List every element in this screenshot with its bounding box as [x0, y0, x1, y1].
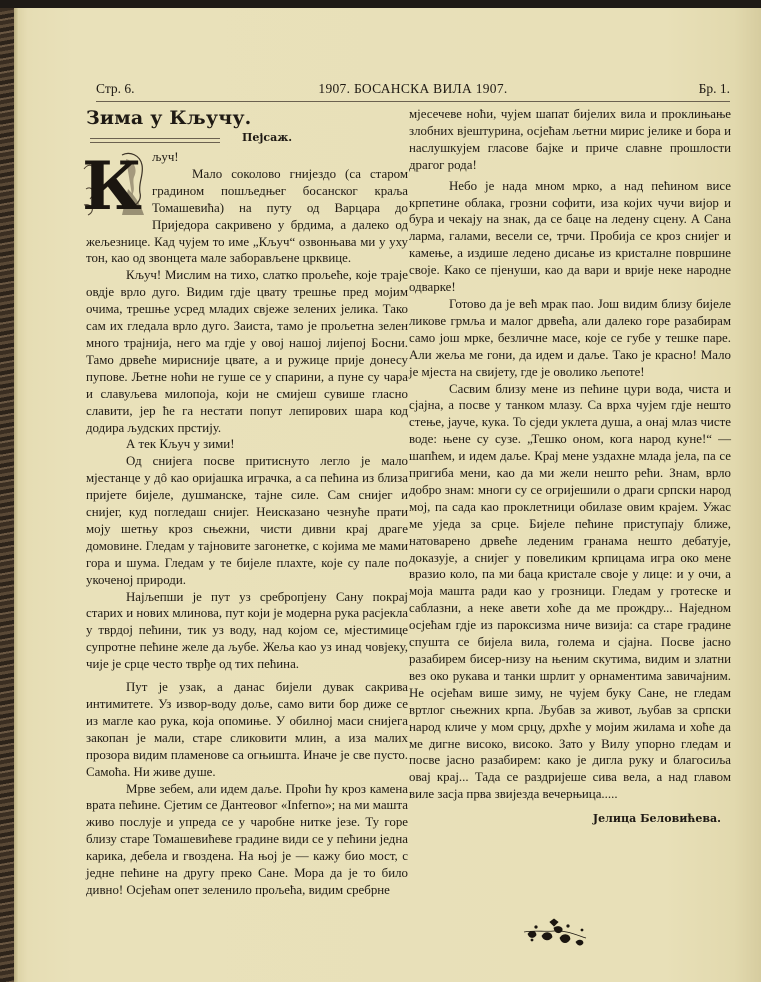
subtitle-row — [86, 130, 408, 147]
paragraph: Мрве зебем, али идем даље. Проћи ћу кроз камена врата пећине. Сјетим се Дантеовог «Inferno»; на ми машта живо послује и упреда се у чаробне нитке језе. Ту горе близу старе Томашевићеве градине види се у пећини једна карика, дебела и гвоздена. На њој је — кажу био мост, с једне пећине на другу преко Сане. Мора да је то било дивно! Осјећам опет зеленило прољећа, видим сребрне — [86, 781, 408, 897]
paragraph: А тек Кључ у зими! — [126, 437, 235, 452]
journal-title: 1907. БОСАНСКА ВИЛА 1907. — [318, 81, 508, 96]
paragraph: Мало соколово гнијездо (са старом градином пошљедњег босанског краља Томашевића) на путу од Варцара до Приједора сакривено у брдима, а далеко од жељезнице. Кад чујем то име „Кључ“ озвонњава ми у уху тон, као од звонцета мале заборављене црквице. — [86, 166, 408, 266]
running-header — [96, 80, 730, 98]
issue-number: Бр. 1. — [698, 81, 730, 96]
column-left — [82, 106, 408, 899]
paragraph: Сасвим близу мене из пећине цури вода, чиста и сјајна, а посве у танком млазу. Са врха чујем гдје нешто стење, јауче, кука. То сједи уклета душа, а онај млаз чисте воде: њене су сузе. „Тешко оном, кога народ куне!“ — шапћем, и идем даље. Крај мене уздахне млада јела, па се пригиба мени, као да ми жели нешто рећи. Знам, врло добро знам: многи су се огријешили о драги српски народ мој, па сада као проклетници обилазе овим крајем. Ужас ме уједа за срце. Бијеле пећине приступају ближе, натоварено дрвеће леденим гранама нешто дебатује, доказује, а снијег у повеликим крпицама игра око мене вразио коло, па ми баца кристале своје у лице: и у очи, а моја машта ради као у грозници. Гледам у гротеске и саблазни, а неке авети хоће да ме прождру... Наједном осјећам гдје из пароксизма ниче визија: са старе градине спушта се бијела вила, голема и сјајна. Посве јасно разабирем бисер-низу на њеним скутима, видим и златни вез око рукава и танки шрлит у орнаментима завичајним. Не осјећам више зиму, не чујем буку Сане, не гледам вртлог сњежних крпа. Љубав за живот, љубав за српски народ кличе у мом срцу, дрхће у мојим жилама и хоће да ме дигне високо, високо. Зато у Вилу упорно гледам и посве јасно разабирем: како је дигла руку и благосиља овај крај... Тада се раздријешe сива вела, а над главом виле засја прва звијезда вечерњица..... — [409, 381, 731, 802]
paragraph: Небо је нада мном мрко, а над пећином висе крпетине облака, грозни софити, иза којих чучи вијор и бура и чекају на знак, да се баце на ледену сцену. А Сана ларма, галами, весели се, трчи. Пробија се кроз снијег и камење, а издише ледено дисање из кристалне површине своје. Како се пјенуши, као да вари и врије неке народне одварке! — [409, 178, 731, 295]
page-gutter — [14, 8, 18, 982]
paragraph: ључ! — [152, 150, 179, 164]
article-title: Зима у Кључу. — [86, 107, 252, 129]
paragraph: Пут је узак, а данас бијели дувак сакрива интимитете. Уз извор-воду доље, само вити бор диже се из магле као рука, која опомиње. У обилној маси снијега закопан је мали, старе сликовити млин, а иза малих прозора видим пламенове са огњишта. Иначе је све пусто. Самоћа. Ни живе душе. — [86, 680, 408, 779]
decorated-initial-icon — [82, 149, 146, 217]
page-number: Стр. 6. — [96, 81, 135, 96]
book-spine — [0, 8, 14, 982]
paragraph: Готово да је већ мрак пао. Још видим близу бијеле ликове грмља и малог дрвећа, али далеко горе разабирам само још мрке, безличне масе, које се губе у тешке паре. Али жеља ме гони, да идем и даље. Тако је красно! Мало је мјеста на свијету, где је оволико љепоте! — [409, 296, 731, 379]
floral-ornament-icon — [520, 918, 592, 948]
paragraph: Кључ! Мислим на тихо, слатко прољеће, које траје овдје врло дуго. Видим гдје цвату трешње пред мојим очима, трешње усред младих свјеже зелених јелика. Тако сам их гледала врло дуго. Заиста, тамо је прољетна зелен много трајнија, него ма гдје у овој нашој лијепој Босни. Тамо дрвеће мирисније цвате, а и ружице прије донесу пупове. Љетне ноћи не гуше се у спарини, а пуне су чара и славуљева милопоја, који не смијеш сувише гласно славити, јер ће га нестати попут лепирових шара код додира људских прстију. — [86, 268, 408, 435]
paragraph: мјесечеве ноћи, чујем шапат бијелих вила и проклињање злобних вјештурина, осјећам љетни мирис јелике и бора и наслушкујем гласове бајке и приче славне прошлости драгог рода! — [409, 107, 731, 172]
paragraph: Најљепши је пут уз сребропјену Сану покрај старих и нових млинова, пут који је модерна рука расјекла у тврдој пећини, тик уз воду, над којом се, мјестимице супротне пећине желе да љубе. Жеља као уз инад човјеку, чије је срце често тврђе од тих пећина. — [86, 589, 408, 672]
column-right — [409, 106, 731, 828]
header-rule — [96, 101, 730, 102]
subtitle-rule — [90, 138, 220, 143]
svg-text:К: К — [82, 149, 143, 217]
article-subtitle: Пејсаж. — [242, 131, 293, 144]
paragraph: Од снијега посве притиснуто легло је мало мјестанце у дô као оријашка играчка, а са пећина из близа пријете бијеле, душманске, тајне силе. Сам снијег и снијег, куд погледаш снијег. Неисказано чезнуће прати моју шетњу кроз сњежни, чисти дивни крај драге домовине. Гледам у тајновите загонетке, с којима ме мами гора и шума. Гледам у те бијеле плахте, које су пале по укоченој природи. — [86, 454, 408, 587]
author-signature: Јелица Беловићева. — [592, 812, 721, 826]
